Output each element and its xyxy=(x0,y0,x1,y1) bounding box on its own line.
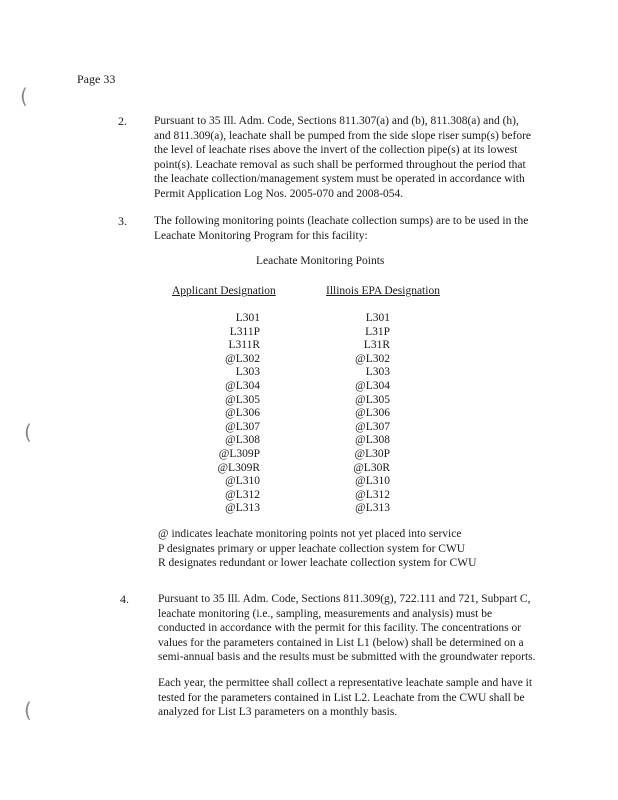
note-line: P designates primary or upper leachate collection system for CWU xyxy=(158,542,466,555)
margin-mark: ( xyxy=(24,420,32,444)
text-line: Permit Application Log Nos. 2005-070 and 2008-054. xyxy=(154,187,404,200)
table-cell: @L306 xyxy=(355,407,390,420)
text-line: Pursuant to 35 Ill. Adm. Code, Sections 811.309(g), 722.111 and 721, Subpart C, xyxy=(158,593,531,605)
table-cell: @L306 xyxy=(225,407,260,420)
text-line: the level of leachate rises above the invert of the collection pipe(s) at its lowest xyxy=(154,144,518,156)
item-number: 3. xyxy=(118,214,127,228)
text-line: The following monitoring points (leachate collection sumps) are to be used in the xyxy=(154,215,529,227)
item-4-paragraph-1 xyxy=(158,592,536,665)
table-cell: L31R xyxy=(363,339,390,352)
table-cell: L311R xyxy=(228,339,260,352)
text-line: tested for the parameters contained in List L2. Leachate from the CWU shall be xyxy=(158,691,525,704)
table-cell: @L312 xyxy=(225,488,260,501)
margin-mark: ( xyxy=(20,84,28,108)
table-cell: @L307 xyxy=(355,420,390,433)
table-cell: @L30R xyxy=(353,461,390,474)
note-line: @ indicates leachate monitoring points not yet placed into service xyxy=(158,528,462,540)
page-number: Page 33 xyxy=(77,72,116,86)
text-line: Each year, the permittee shall collect a representative leachate sample and have it xyxy=(158,677,533,689)
table-cell: @L310 xyxy=(225,475,260,488)
table-cell: @L308 xyxy=(355,434,390,447)
text-line: point(s). Leachate removal as such shall be performed throughout the period that xyxy=(154,158,526,171)
table-cell: L311P xyxy=(229,325,260,338)
table-cell: @L309P xyxy=(218,447,260,460)
text-line: conducted in accordance with the permit for this facility. The concentrations or xyxy=(158,622,522,634)
table-cell: L303 xyxy=(235,366,260,379)
table-cell: @L304 xyxy=(355,379,390,392)
column-header-applicant: Applicant Designation xyxy=(172,285,276,297)
item-4-paragraph-2 xyxy=(158,676,532,720)
table-cell: @L310 xyxy=(355,475,390,488)
table-title: Leachate Monitoring Points xyxy=(256,255,385,267)
table-cell: L301 xyxy=(235,312,260,324)
table-cell: @L30P xyxy=(354,447,390,460)
text-line: semi-annual basis and the results must be submitted with the groundwater reports. xyxy=(158,651,536,663)
table-cell: @L302 xyxy=(355,352,390,365)
table-cell: L303 xyxy=(365,366,390,379)
item-2-text xyxy=(154,114,531,201)
text-line: analyzed for List L3 parameters on a monthly basis. xyxy=(158,706,398,718)
table-cell: @L312 xyxy=(355,488,390,501)
table-cell: L31P xyxy=(365,325,390,338)
text-line: leachate monitoring (i.e., sampling, measurements and analysis) must be xyxy=(158,607,493,620)
note-line: R designates redundant or lower leachate collection system for CWU xyxy=(158,557,477,569)
margin-mark: ( xyxy=(24,698,32,722)
table-cell: @L313 xyxy=(355,502,390,515)
table-cell: @L305 xyxy=(355,393,390,406)
item-number: 4. xyxy=(120,592,129,606)
text-line: Leachate Monitoring Program for this facility: xyxy=(154,229,368,242)
table-cell: @L302 xyxy=(225,352,260,365)
table-cell: L301 xyxy=(365,312,390,324)
column-header-epa: Illinois EPA Designation xyxy=(326,285,440,297)
table-cell: @L309R xyxy=(217,461,260,474)
text-line: the leachate collection/management system must be operated in accordance with xyxy=(154,173,525,185)
text-line: and 811.309(a), leachate shall be pumped from the side slope riser sump(s) before xyxy=(154,129,532,142)
applicant-column xyxy=(204,312,260,516)
table-cell: @L308 xyxy=(225,434,260,447)
table-cell: @L313 xyxy=(225,502,260,515)
table-cell: @L304 xyxy=(225,379,260,392)
table-notes xyxy=(158,527,476,571)
table-cell: @L307 xyxy=(225,420,260,433)
epa-column xyxy=(348,312,390,516)
text-line: values for the parameters contained in List L1 (below) shall be determined on a xyxy=(158,636,524,649)
item-3-text xyxy=(154,214,528,243)
table-cell: @L305 xyxy=(225,393,260,406)
item-number: 2. xyxy=(118,114,127,128)
text-line: Pursuant to 35 Ill. Adm. Code, Sections 811.307(a) and (b), 811.308(a) and (h), xyxy=(154,115,519,127)
